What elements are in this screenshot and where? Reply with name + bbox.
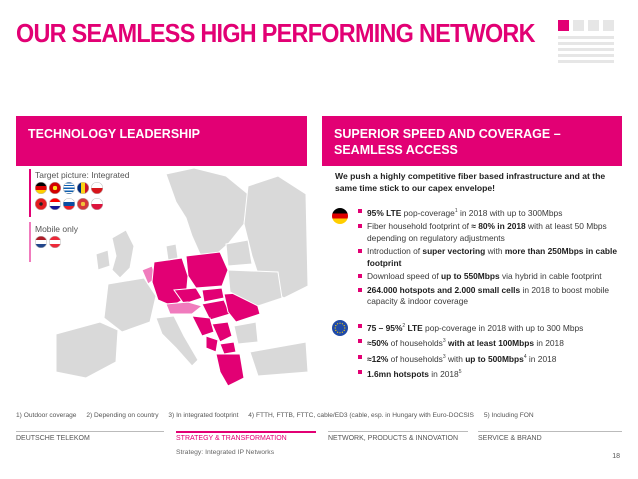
intro-line1: We push a highly competitive fiber based infrastructure and at the — [335, 171, 606, 181]
page-number: 18 — [612, 453, 620, 460]
speed-coverage-header — [322, 116, 622, 166]
greece-region — [216, 354, 244, 386]
france-region — [104, 278, 156, 332]
list-item: Fiber household footprint of ≈ 80% in 2018 with at least 50 Mbps depending on regulatory adjustments — [358, 221, 620, 244]
denmark-region — [166, 244, 178, 260]
footnote-5: 5) Including FON — [483, 412, 534, 419]
list-item: Download speed of up to 550Mbps via hybrid in cable footprint — [358, 271, 620, 283]
bulgaria-region — [234, 322, 258, 344]
poland-region — [186, 252, 228, 288]
montenegro-albania-region — [206, 336, 218, 352]
right-header-line1: SUPERIOR SPEED AND COVERAGE – — [334, 127, 561, 141]
europe-network-map — [16, 166, 311, 402]
turkey-region — [250, 342, 308, 376]
left-header-text: TECHNOLOGY LEADERSHIP — [28, 127, 201, 141]
footnote-4: 4) FTTH, FTTB, FTTC, cable/ED3 (cable, esp. in Hungary with Euro-DOCSIS — [248, 412, 474, 419]
eu-flag-icon — [332, 320, 348, 336]
austria-region — [166, 302, 202, 314]
list-item: 95% LTE pop-coverage$^1$ in 2018 with up to 300Mbps — [358, 206, 620, 219]
mobile-only-label: Mobile only — [35, 224, 78, 234]
active-subsection: Strategy: Integrated IP Networks — [176, 449, 275, 456]
footnote-3: 3) In integrated footprint — [168, 412, 239, 419]
intro-line2: same time stick to our capex envelope! — [335, 183, 495, 193]
iberia-region — [56, 322, 118, 378]
germany-bullet-list — [358, 206, 620, 310]
croatia-region — [192, 316, 214, 336]
tab-network-products-innovation[interactable]: NETWORK, PRODUCTS & INNOVATION — [328, 431, 468, 442]
italy-region — [156, 316, 198, 366]
slovakia-region — [202, 288, 224, 302]
europe-bullet-list — [358, 321, 620, 382]
list-item: 264.000 hotspots and 2.000 small cells in 2018 to boost mobile capacity & indoor coverage — [358, 285, 620, 308]
list-item: ≈50% of households$^3$ with at least 100Mbps in 2018 — [358, 336, 620, 349]
ireland-region — [96, 250, 110, 270]
list-item: 75 – 95%$^2$ LTE pop-coverage in 2018 with up to 300 Mbps — [358, 321, 620, 334]
right-header-line2: SEAMLESS ACCESS — [334, 143, 458, 157]
macedonia-region — [220, 342, 236, 354]
list-item: ≈12% of households$^3$ with up to 500Mbps$^4$ in 2018 — [358, 352, 620, 365]
tab-service-brand[interactable]: SERVICE & BRAND — [478, 431, 622, 442]
technology-leadership-header — [16, 116, 307, 166]
tab-strategy-transformation[interactable]: STRATEGY & TRANSFORMATION — [176, 431, 316, 442]
footnote-2: 2) Depending on country — [86, 412, 159, 419]
tab-deutsche-telekom[interactable]: DEUTSCHE TELEKOM — [16, 431, 164, 442]
uk-region — [112, 230, 134, 278]
target-picture-label: Target picture: Integrated — [35, 170, 130, 180]
germany-flag-icon — [332, 208, 348, 224]
list-item: 1.6mn hotspots in 2018$^5$ — [358, 367, 620, 380]
baltic-region — [226, 240, 252, 266]
footnote-1: 1) Outdoor coverage — [16, 412, 77, 419]
telekom-logo-grid — [558, 20, 614, 68]
footnotes — [16, 412, 542, 419]
list-item: Introduction of super vectoring with more than 250Mbps in cable footprint — [358, 246, 620, 269]
intro-statement — [335, 170, 620, 194]
page-title: OUR SEAMLESS HIGH PERFORMING NETWORK — [16, 18, 535, 48]
